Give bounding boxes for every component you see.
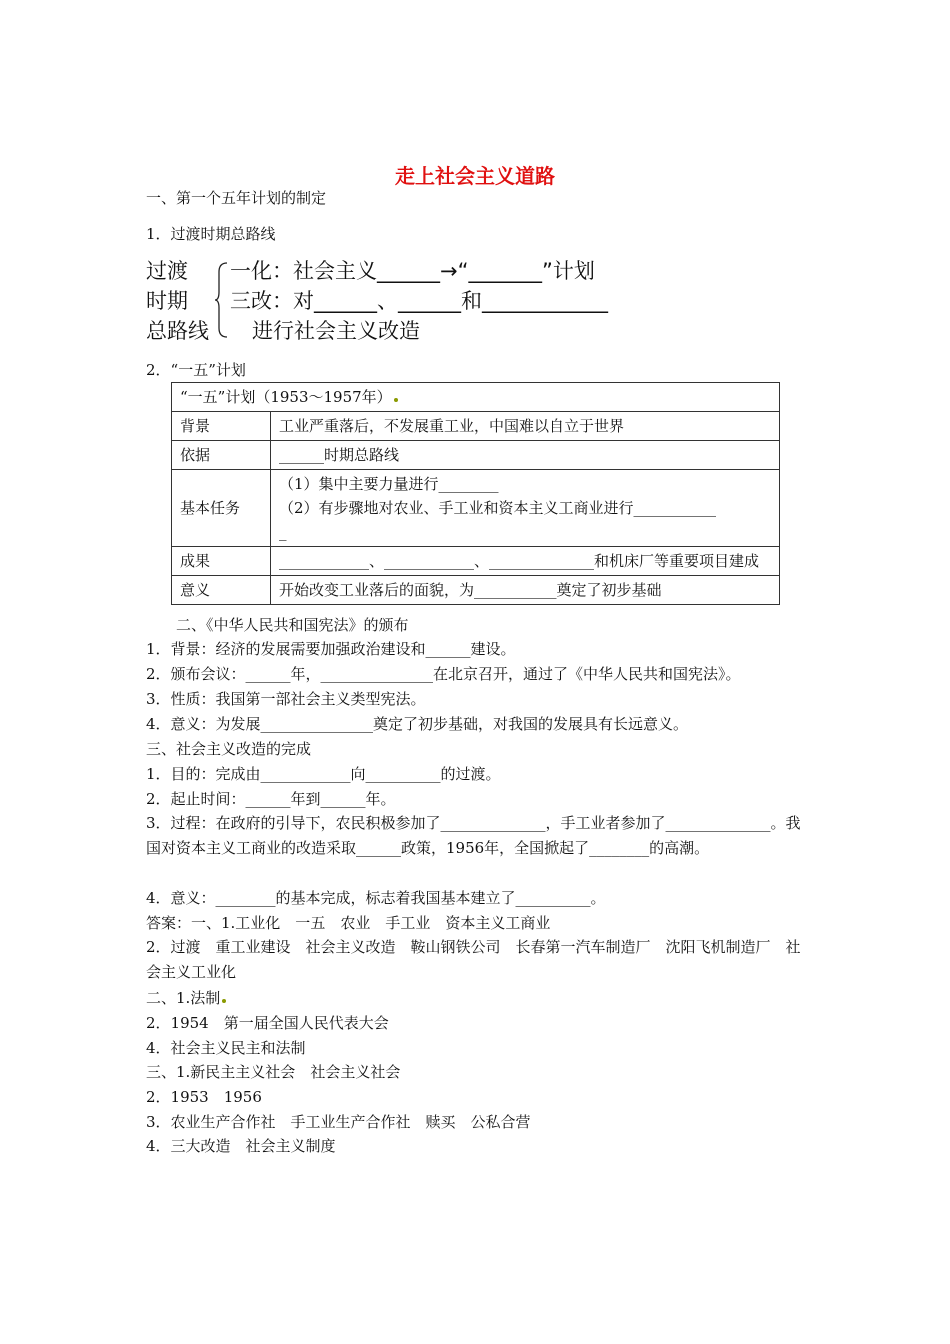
- item-3-2: 2．起止时间：______年到______年。: [146, 790, 396, 808]
- item-2-1: 1．背景：经济的发展需要加强政治建设和______建设。: [146, 640, 516, 658]
- answer-b2: 2．1954 第一届全国人民代表大会: [146, 1014, 389, 1032]
- section-2-heading: 二、《中华人民共和国宪法》的颁布: [176, 616, 409, 634]
- general-line-diagram: [146, 256, 626, 346]
- item-1-2: 2．“一五”计划: [146, 361, 246, 379]
- item-2-2: 2．颁布会议：______年，_______________在北京召开，通过了《中华人民共和国宪法》。: [146, 665, 741, 683]
- brace-shape: [214, 262, 228, 338]
- dot-mark: [222, 999, 226, 1003]
- table-row: [172, 576, 780, 605]
- table-row: [172, 412, 780, 441]
- row-head: 基本任务: [172, 470, 271, 547]
- route-left-1: 过渡: [146, 259, 188, 283]
- answer-c4: 4．三大改造 社会主义制度: [146, 1137, 336, 1155]
- row-head: 背景: [172, 412, 271, 441]
- row-head: 依据: [172, 441, 271, 470]
- item-3-3: 3．过程：在政府的引导下，农民积极参加了______________，手工业者参加了______________。我国对资本主义工商业的改造采取______政策，1956年，全国掀起了________的高潮。: [146, 814, 801, 857]
- route-left-3: 总路线: [146, 319, 209, 343]
- row-body: ____________、____________、______________和机床厂等重要项目建成: [271, 547, 780, 576]
- row-body: 开始改变工业落后的面貌，为___________奠定了初步基础: [271, 576, 780, 605]
- table-row: [172, 470, 780, 547]
- route-right-3: 进行社会主义改造: [252, 319, 420, 343]
- table-caption: “一五”计划（1953～1957年）: [172, 383, 780, 412]
- section-3-heading: 三、社会主义改造的完成: [146, 740, 312, 758]
- item-2-3: 3．性质：我国第一部社会主义类型宪法。: [146, 690, 426, 708]
- task-line-3: _: [279, 523, 287, 541]
- item-1-1: 1．过渡时期总路线: [146, 225, 276, 243]
- answer-2: 2．过渡 重工业建设 社会主义改造 鞍山钢铁公司 长春第一汽车制造厂 沈阳飞机制造厂 社会主义工业化: [146, 938, 801, 981]
- answer-1: 答案：一、1.工业化 一五 农业 手工业 资本主义工商业: [146, 914, 551, 932]
- row-head: 意义: [172, 576, 271, 605]
- answer-c1: 三、1.新民主主义社会 社会主义社会: [146, 1063, 401, 1081]
- answer-b4: 4．社会主义民主和法制: [146, 1039, 306, 1057]
- item-3-1: 1．目的：完成由____________向__________的过渡。: [146, 765, 501, 783]
- item-2-4: 4．意义：为发展_______________奠定了初步基础，对我国的发展具有长远意义。: [146, 715, 689, 733]
- dot-mark: [394, 398, 398, 402]
- task-line-1: （1）集中主要力量进行________: [279, 475, 499, 493]
- item-3-4: 4．意义：________的基本完成，标志着我国基本建立了__________。: [146, 889, 606, 907]
- route-left-2: 时期: [146, 289, 188, 313]
- row-body: [271, 470, 780, 547]
- row-head: 成果: [172, 547, 271, 576]
- table-row: [172, 441, 780, 470]
- answer-c2: 2．1953 1956: [146, 1088, 262, 1106]
- row-body: ______时期总路线: [271, 441, 780, 470]
- route-right-1: 一化：社会主义______→“_______”计划: [230, 259, 595, 283]
- task-line-2: （2）有步骤地对农业、手工业和资本主义工商业进行___________: [279, 499, 717, 517]
- row-body: 工业严重落后，不发展重工业，中国难以自立于世界: [271, 412, 780, 441]
- five-year-plan-table: [171, 382, 780, 605]
- page-title: 走上社会主义道路: [395, 164, 555, 188]
- route-right-2: 三改：对______、______和____________: [230, 289, 608, 313]
- answer-c3: 3．农业生产合作社 手工业生产合作社 赎买 公私合营: [146, 1113, 531, 1131]
- answer-b1: 二、1.法制: [146, 986, 226, 1010]
- section-1-heading: 一、第一个五年计划的制定: [146, 189, 327, 207]
- table-row: [172, 547, 780, 576]
